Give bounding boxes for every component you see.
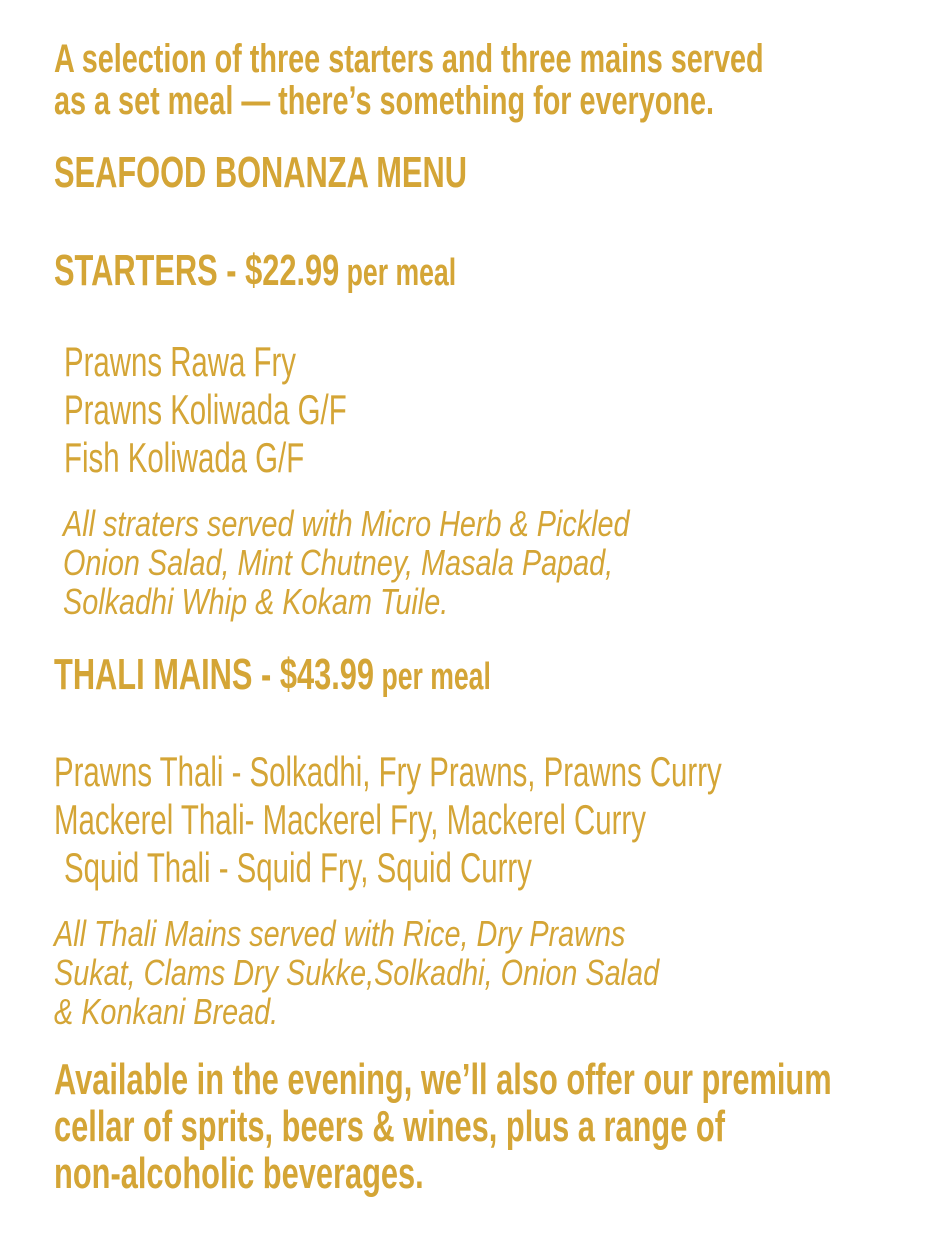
list-item: Fish Koliwada G/F xyxy=(64,434,305,481)
list-item: Squid Thali - Squid Fry, Squid Curry xyxy=(64,844,532,891)
starters-heading xyxy=(54,246,628,298)
mains-price-suffix: per meal xyxy=(374,656,491,698)
list-item: Prawns Koliwada G/F xyxy=(64,386,347,433)
list-item: Prawns Rawa Fry xyxy=(64,338,296,385)
mains-note-line: & Konkani Bread. xyxy=(54,991,279,1032)
intro-line-2: as a set meal — there’s something for everyone. xyxy=(54,79,714,123)
starters-note-line: Solkadhi Whip & Kokam Tuile. xyxy=(63,581,449,622)
mains-note-line: Sukat, Clams Dry Sukke,Solkadhi, Onion Salad xyxy=(54,952,660,993)
starters-note-line: All straters served with Micro Herb & Pickled xyxy=(63,503,630,544)
intro-line-1: A selection of three starters and three mains served xyxy=(54,37,764,81)
starters-heading-text: STARTERS - $22.99 xyxy=(54,246,340,295)
list-item: Mackerel Thali- Mackerel Fry, Mackerel Curry xyxy=(54,796,646,843)
mains-note xyxy=(54,914,810,1031)
closing-line: Available in the evening, we’ll also offer our premium xyxy=(54,1055,832,1104)
starters-list xyxy=(64,338,468,482)
mains-heading-text: THALI MAINS - $43.99 xyxy=(54,650,375,699)
intro-text xyxy=(54,38,945,122)
closing-text xyxy=(54,1056,945,1197)
closing-line: non-alcoholic beverages. xyxy=(54,1149,424,1198)
starters-note xyxy=(63,504,771,621)
mains-heading xyxy=(54,650,678,702)
menu-title-text: SEAFOOD BONANZA MENU xyxy=(54,148,467,197)
starters-note-line: Onion Salad, Mint Chutney, Masala Papad, xyxy=(63,542,614,583)
menu-title xyxy=(54,148,644,198)
starters-price-suffix: per meal xyxy=(339,252,457,294)
mains-note-line: All Thali Mains served with Rice, Dry Prawns xyxy=(54,913,626,954)
mains-list xyxy=(54,748,945,892)
closing-line: cellar of sprits, beers & wines, plus a range of xyxy=(54,1102,725,1151)
list-item: Prawns Thali - Solkadhi, Fry Prawns, Prawns Curry xyxy=(54,748,722,795)
